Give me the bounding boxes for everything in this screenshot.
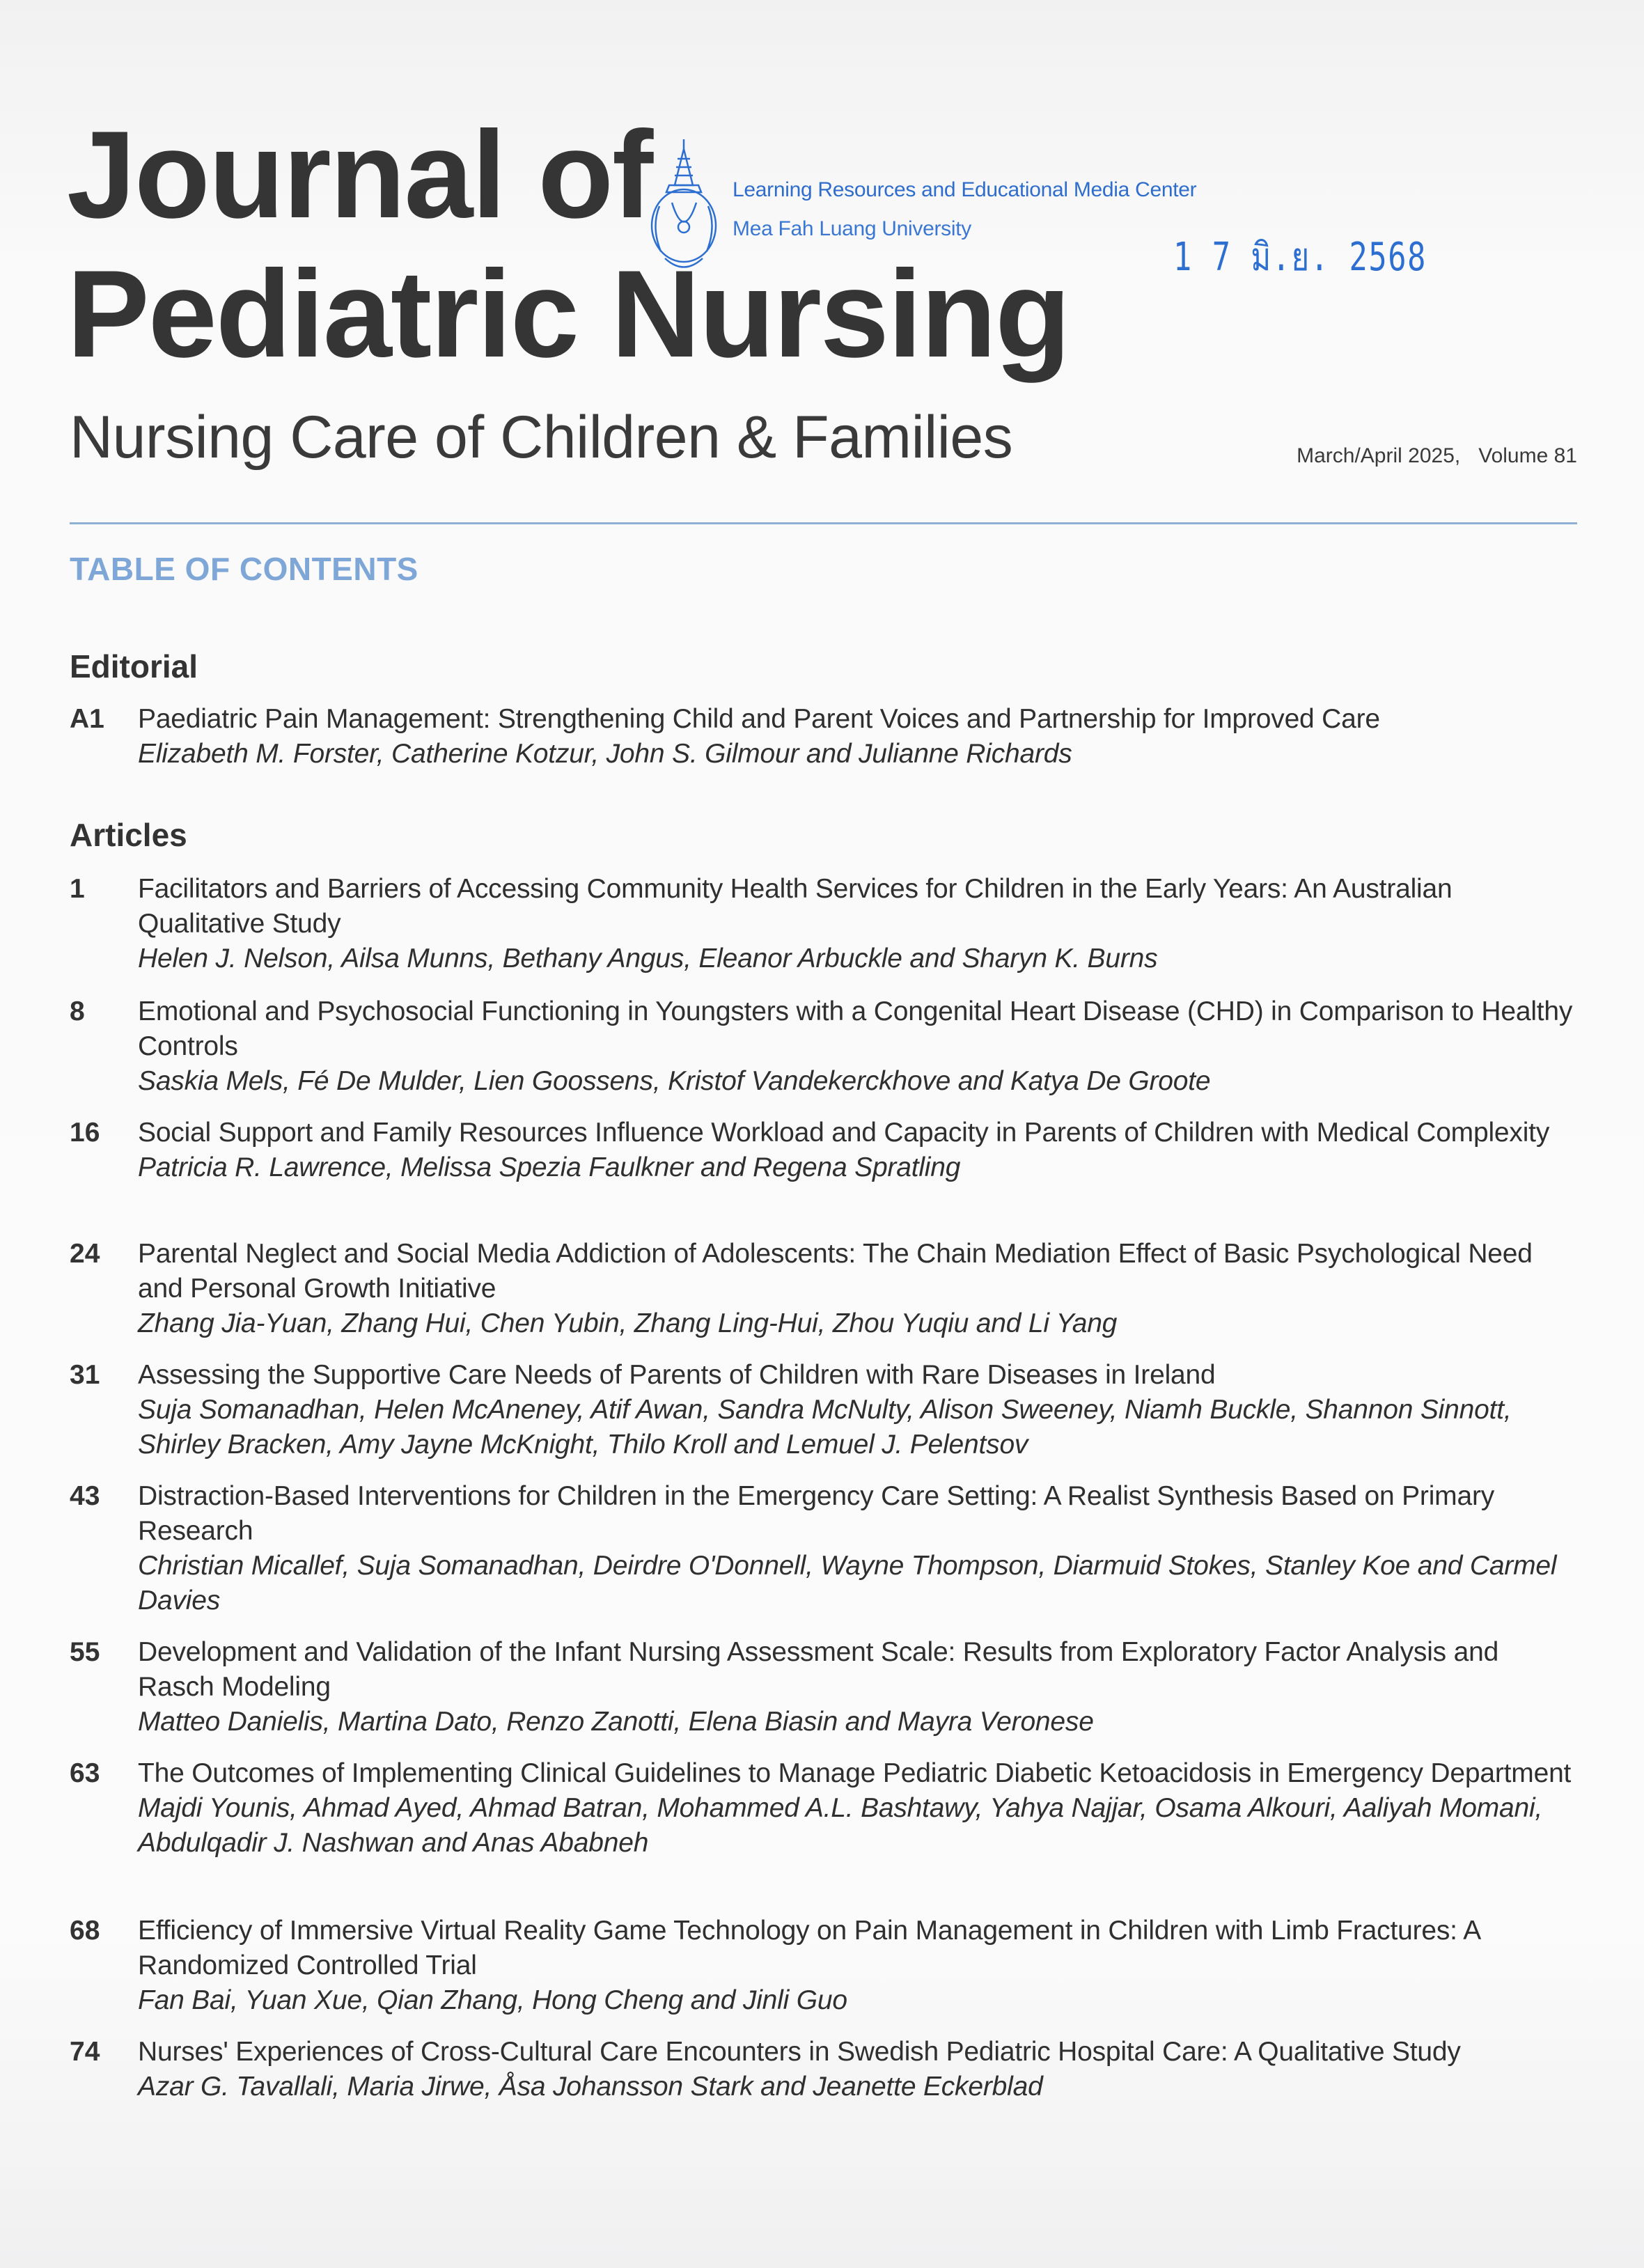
toc-entry[interactable] <box>70 872 1581 976</box>
toc-entry[interactable] <box>70 1479 1581 1618</box>
entry-page: 63 <box>70 1758 100 1788</box>
entry-authors: Christian Micallef, Suja Somanadhan, Deirdre O'Donnell, Wayne Thompson, Diarmuid Stokes, Stanley Koe and Carmel Davies <box>138 1551 1557 1616</box>
entry-page: 68 <box>70 1916 100 1946</box>
entry-title[interactable]: Assessing the Supportive Care Needs of Parents of Children with Rare Diseases in Ireland <box>138 1360 1216 1390</box>
section-heading-editorial: Editorial <box>70 648 198 685</box>
entry-authors: Fan Bai, Yuan Xue, Qian Zhang, Hong Cheng and Jinli Guo <box>138 1985 847 2015</box>
stamp-date: 1 7 มิ.ย. 2568 <box>1173 235 1427 280</box>
journal-subtitle: Nursing Care of Children & Families <box>70 404 1013 471</box>
entry-authors: Helen J. Nelson, Ailsa Munns, Bethany Angus, Eleanor Arbuckle and Sharyn K. Burns <box>138 944 1158 973</box>
entry-title[interactable]: The Outcomes of Implementing Clinical Guidelines to Manage Pediatric Diabetic Ketoacidosis in Emergency Department <box>138 1758 1572 1788</box>
issue-info <box>1297 444 1577 468</box>
entry-authors: Matteo Danielis, Martina Dato, Renzo Zanotti, Elena Biasin and Mayra Veronese <box>138 1707 1094 1737</box>
issue-date: March/April 2025, <box>1297 444 1461 467</box>
toc-entry[interactable] <box>70 1635 1581 1739</box>
entry-page: 31 <box>70 1360 100 1390</box>
stamp-university: Mea Fah Luang University <box>733 217 971 240</box>
library-stamp <box>644 136 1427 311</box>
entry-authors: Majdi Younis, Ahmad Ayed, Ahmad Batran, Mohammed A.L. Bashtawy, Yahya Najjar, Osama Alkouri, Aaliyah Momani, Abdulqadir J. Nashwan and Anas Ababneh <box>138 1793 1543 1858</box>
entry-title[interactable]: Social Support and Family Resources Influence Workload and Capacity in Parents of Children with Medical Complexity <box>138 1118 1550 1148</box>
toc-entry[interactable] <box>70 2035 1581 2104</box>
entry-page: 55 <box>70 1637 100 1667</box>
entry-title[interactable]: Distraction-Based Interventions for Children in the Emergency Care Setting: A Realist Synthesis Based on Primary Research <box>138 1481 1495 1546</box>
toc-heading: TABLE OF CONTENTS <box>70 551 418 587</box>
toc-entry[interactable] <box>70 1358 1581 1462</box>
university-emblem-icon <box>644 136 724 279</box>
entry-title[interactable]: Parental Neglect and Social Media Addiction of Adolescents: The Chain Mediation Effect of Basic Psychological Need and Personal Growth Initiative <box>138 1239 1533 1304</box>
entry-page: 24 <box>70 1239 100 1269</box>
entry-page: A1 <box>70 704 104 734</box>
header-divider <box>70 522 1577 524</box>
entry-page: 8 <box>70 996 85 1026</box>
toc-entry[interactable] <box>70 702 1581 772</box>
journal-title-line-1: Journal of <box>67 105 652 244</box>
entry-authors: Zhang Jia-Yuan, Zhang Hui, Chen Yubin, Zhang Ling-Hui, Zhou Yuqiu and Li Yang <box>138 1308 1118 1338</box>
entry-authors: Suja Somanadhan, Helen McAneney, Atif Awan, Sandra McNulty, Alison Sweeney, Niamh Buckle, Shannon Sinnott, Shirley Bracken, Amy Jayne McKnight, Thilo Kroll and Lemuel J. Pelentsov <box>138 1395 1512 1460</box>
entry-title[interactable]: Nurses' Experiences of Cross-Cultural Care Encounters in Swedish Pediatric Hospital Care: A Qualitative Study <box>138 2037 1461 2067</box>
entry-title[interactable]: Paediatric Pain Management: Strengthening Child and Parent Voices and Partnership for Improved Care <box>138 704 1380 734</box>
toc-entry[interactable] <box>70 1116 1581 1185</box>
stamp-organization: Learning Resources and Educational Media Center <box>733 178 1197 201</box>
entry-title[interactable]: Facilitators and Barriers of Accessing Community Health Services for Children in the Early Years: An Australian Qualitative Study <box>138 874 1453 939</box>
entry-page: 1 <box>70 874 85 904</box>
journal-title-line-2: Pediatric Nursing <box>67 244 1070 383</box>
entry-authors: Patricia R. Lawrence, Melissa Spezia Faulkner and Regena Spratling <box>138 1152 961 1182</box>
toc-entry[interactable] <box>70 1914 1581 2018</box>
entry-title[interactable]: Development and Validation of the Infant Nursing Assessment Scale: Results from Exploratory Factor Analysis and Rasch Modeling <box>138 1637 1499 1702</box>
entry-page: 43 <box>70 1481 100 1511</box>
toc-entry[interactable] <box>70 1756 1581 1861</box>
entry-title[interactable]: Emotional and Psychosocial Functioning in Youngsters with a Congenital Heart Disease (CHD) in Comparison to Healthy Controls <box>138 996 1573 1061</box>
volume-number: Volume 81 <box>1478 444 1577 467</box>
entry-authors: Elizabeth M. Forster, Catherine Kotzur, John S. Gilmour and Julianne Richards <box>138 739 1072 769</box>
entry-title[interactable]: Efficiency of Immersive Virtual Reality Game Technology on Pain Management in Children with Limb Fractures: A Randomized Controlled Trial <box>138 1916 1480 1980</box>
entry-authors: Saskia Mels, Fé De Mulder, Lien Goossens, Kristof Vandekerckhove and Katya De Groote <box>138 1066 1211 1096</box>
toc-entry[interactable] <box>70 994 1581 1099</box>
entry-authors: Azar G. Tavallali, Maria Jirwe, Åsa Johansson Stark and Jeanette Eckerblad <box>138 2072 1043 2102</box>
entry-page: 74 <box>70 2037 100 2067</box>
toc-entry[interactable] <box>70 1237 1581 1341</box>
section-heading-articles: Articles <box>70 817 187 853</box>
entry-page: 16 <box>70 1118 100 1148</box>
